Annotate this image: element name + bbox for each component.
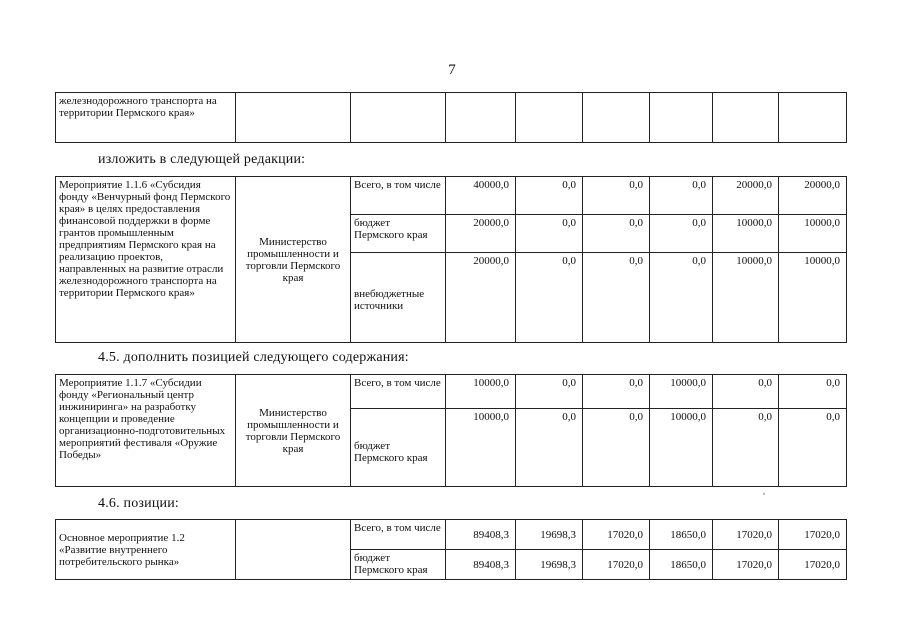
- funding-source: Всего, в том числе: [351, 375, 446, 409]
- value-cell: 0,0: [583, 215, 650, 253]
- value-cell: 0,0: [583, 253, 650, 343]
- value-cell: 17020,0: [713, 550, 779, 580]
- carryover-value-cell: [779, 93, 847, 143]
- carryover-value-cell: [650, 93, 713, 143]
- value-cell: 17020,0: [583, 550, 650, 580]
- value-cell: 0,0: [516, 253, 583, 343]
- value-cell: 0,0: [713, 409, 779, 487]
- value-cell: 10000,0: [779, 253, 847, 343]
- value-cell: 20000,0: [779, 177, 847, 215]
- value-cell: 0,0: [650, 215, 713, 253]
- value-cell: 17020,0: [779, 550, 847, 580]
- value-cell: 0,0: [516, 409, 583, 487]
- value-cell: 18650,0: [650, 550, 713, 580]
- value-cell: 17020,0: [713, 520, 779, 550]
- carryover-table: [55, 92, 847, 143]
- funding-source: бюджет Пермского края: [351, 215, 446, 253]
- funding-source: Всего, в том числе: [351, 177, 446, 215]
- value-cell: 89408,3: [446, 520, 516, 550]
- page-number: 7: [448, 62, 456, 78]
- value-cell: 0,0: [516, 215, 583, 253]
- value-cell: 10000,0: [650, 375, 713, 409]
- carryover-value-cell: [516, 93, 583, 143]
- value-cell: 20000,0: [446, 253, 516, 343]
- measure-description: Мероприятие 1.1.7 «Субсидии фонду «Региональный центр инжиниринга» на разработку концепции и проведение организационно-подготовительных мероприятий фестиваля «Оружие Победы»: [56, 375, 236, 487]
- value-cell: 0,0: [583, 409, 650, 487]
- value-cell: 17020,0: [779, 520, 847, 550]
- carryover-executor-cell: [236, 93, 351, 143]
- value-cell: 0,0: [779, 409, 847, 487]
- funding-source: Всего, в том числе: [351, 520, 446, 550]
- main-measure-1-2-table: [55, 519, 847, 580]
- measure-executor: Министерство промышленности и торговли Пермского края: [236, 375, 351, 487]
- stray-mark: ˙: [762, 490, 766, 504]
- carryover-value-cell: [583, 93, 650, 143]
- value-cell: 89408,3: [446, 550, 516, 580]
- value-cell: 18650,0: [650, 520, 713, 550]
- measure-description: Мероприятие 1.1.6 «Субсидия фонду «Венчурный фонд Пермского края» в целях предоставления финансовой поддержки в форме грантов промышленным предприятиям Пермского края на реализацию проектов, направленных на развитие отрасли железнодорожного транспорта на территории Пермского края»: [56, 177, 236, 343]
- value-cell: 20000,0: [713, 177, 779, 215]
- instruction-second: 4.5. дополнить позицией следующего содержания:: [98, 350, 409, 365]
- value-cell: 20000,0: [446, 215, 516, 253]
- value-cell: 0,0: [516, 177, 583, 215]
- instruction-third: 4.6. позиции:: [98, 496, 179, 511]
- value-cell: 0,0: [713, 375, 779, 409]
- value-cell: 10000,0: [779, 215, 847, 253]
- funding-source: внебюджетные источники: [351, 253, 446, 343]
- value-cell: 0,0: [650, 253, 713, 343]
- value-cell: 0,0: [650, 177, 713, 215]
- value-cell: 17020,0: [583, 520, 650, 550]
- carryover-source-cell: [351, 93, 446, 143]
- funding-source: бюджет Пермского края: [351, 409, 446, 487]
- value-cell: 0,0: [516, 375, 583, 409]
- value-cell: 0,0: [779, 375, 847, 409]
- value-cell: 0,0: [583, 177, 650, 215]
- carryover-value-cell: [713, 93, 779, 143]
- carryover-description: железнодорожного транспорта на территории Пермского края»: [56, 93, 236, 143]
- value-cell: 19698,3: [516, 520, 583, 550]
- value-cell: 10000,0: [650, 409, 713, 487]
- value-cell: 10000,0: [446, 375, 516, 409]
- measure-1-1-7-table: [55, 374, 847, 487]
- funding-source: бюджет Пермского края: [351, 550, 446, 580]
- value-cell: 10000,0: [713, 215, 779, 253]
- measure-executor: [236, 520, 351, 580]
- value-cell: 10000,0: [713, 253, 779, 343]
- value-cell: 0,0: [583, 375, 650, 409]
- instruction-first: изложить в следующей редакции:: [98, 152, 306, 167]
- carryover-value-cell: [446, 93, 516, 143]
- value-cell: 10000,0: [446, 409, 516, 487]
- measure-1-1-6-table: [55, 176, 847, 343]
- value-cell: 19698,3: [516, 550, 583, 580]
- value-cell: 40000,0: [446, 177, 516, 215]
- measure-description: Основное мероприятие 1.2 «Развитие внутреннего потребительского рынка»: [56, 520, 236, 580]
- measure-executor: Министерство промышленности и торговли Пермского края: [236, 177, 351, 343]
